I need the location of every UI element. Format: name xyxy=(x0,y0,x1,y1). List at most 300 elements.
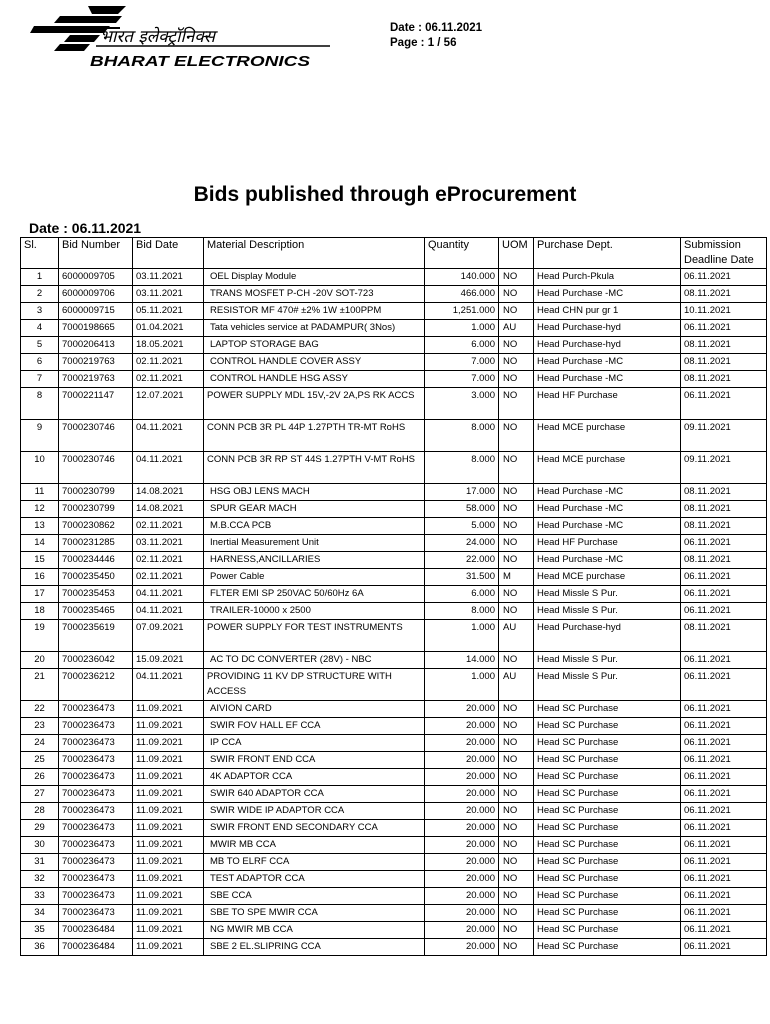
cell-material-description: Power Cable xyxy=(204,569,425,586)
cell-bid-date: 11.09.2021 xyxy=(133,871,204,888)
bids-table xyxy=(20,237,767,956)
cell-quantity: 20.000 xyxy=(425,939,499,956)
cell-bid-date: 02.11.2021 xyxy=(133,371,204,388)
cell-purchase-dept: Head SC Purchase xyxy=(534,735,681,752)
table-row xyxy=(21,303,767,320)
cell-bid-number: 7000236473 xyxy=(59,803,133,820)
cell-bid-date: 02.11.2021 xyxy=(133,569,204,586)
cell-purchase-dept: Head SC Purchase xyxy=(534,769,681,786)
cell-uom: NO xyxy=(499,603,534,620)
cell-material-description: IP CCA xyxy=(204,735,425,752)
cell-bid-number: 7000236484 xyxy=(59,922,133,939)
cell-bid-number: 7000236473 xyxy=(59,854,133,871)
cell-bid-date: 07.09.2021 xyxy=(133,620,204,652)
cell-uom: NO xyxy=(499,871,534,888)
cell-material-description: CONTROL HANDLE HSG ASSY xyxy=(204,371,425,388)
table-row xyxy=(21,888,767,905)
cell-purchase-dept: Head SC Purchase xyxy=(534,803,681,820)
cell-material-description: SPUR GEAR MACH xyxy=(204,501,425,518)
cell-bid-number: 7000236473 xyxy=(59,786,133,803)
cell-bid-number: 6000009705 xyxy=(59,269,133,286)
cell-bid-number: 7000230799 xyxy=(59,484,133,501)
table-row xyxy=(21,735,767,752)
cell-quantity: 20.000 xyxy=(425,837,499,854)
cell-bid-date: 04.11.2021 xyxy=(133,603,204,620)
table-row xyxy=(21,769,767,786)
cell-material-description: CONN PCB 3R RP ST 44S 1.27PTH V-MT RoHS xyxy=(204,452,425,484)
cell-deadline: 06.11.2021 xyxy=(681,752,767,769)
cell-bid-number: 7000230746 xyxy=(59,452,133,484)
cell-sl: 1 xyxy=(21,269,59,286)
cell-sl: 15 xyxy=(21,552,59,569)
cell-purchase-dept: Head SC Purchase xyxy=(534,888,681,905)
cell-quantity: 20.000 xyxy=(425,718,499,735)
cell-uom: NO xyxy=(499,552,534,569)
cell-deadline: 06.11.2021 xyxy=(681,939,767,956)
cell-material-description: SWIR FRONT END CCA xyxy=(204,752,425,769)
table-row xyxy=(21,518,767,535)
cell-purchase-dept: Head HF Purchase xyxy=(534,535,681,552)
table-row xyxy=(21,803,767,820)
cell-bid-date: 11.09.2021 xyxy=(133,735,204,752)
cell-purchase-dept: Head SC Purchase xyxy=(534,786,681,803)
cell-bid-date: 04.11.2021 xyxy=(133,452,204,484)
cell-sl: 35 xyxy=(21,922,59,939)
cell-bid-date: 11.09.2021 xyxy=(133,718,204,735)
cell-quantity: 14.000 xyxy=(425,652,499,669)
cell-sl: 9 xyxy=(21,420,59,452)
cell-deadline: 06.11.2021 xyxy=(681,569,767,586)
table-row xyxy=(21,569,767,586)
cell-uom: NO xyxy=(499,501,534,518)
cell-bid-date: 11.09.2021 xyxy=(133,786,204,803)
cell-material-description: SWIR WIDE IP ADAPTOR CCA xyxy=(204,803,425,820)
header-page: Page : 1 / 56 xyxy=(390,37,457,49)
cell-bid-number: 7000198665 xyxy=(59,320,133,337)
cell-bid-number: 7000234446 xyxy=(59,552,133,569)
cell-bid-number: 7000236473 xyxy=(59,871,133,888)
cell-bid-number: 7000236473 xyxy=(59,769,133,786)
cell-deadline: 09.11.2021 xyxy=(681,452,767,484)
cell-uom: NO xyxy=(499,837,534,854)
table-row xyxy=(21,854,767,871)
cell-quantity: 20.000 xyxy=(425,769,499,786)
table-body xyxy=(21,269,767,956)
cell-sl: 14 xyxy=(21,535,59,552)
cell-quantity: 20.000 xyxy=(425,803,499,820)
table-row xyxy=(21,652,767,669)
cell-quantity: 1.000 xyxy=(425,620,499,652)
cell-bid-number: 7000236473 xyxy=(59,905,133,922)
cell-quantity: 24.000 xyxy=(425,535,499,552)
table-row xyxy=(21,669,767,701)
cell-quantity: 20.000 xyxy=(425,905,499,922)
cell-deadline: 08.11.2021 xyxy=(681,620,767,652)
cell-sl: 2 xyxy=(21,286,59,303)
cell-purchase-dept: Head SC Purchase xyxy=(534,701,681,718)
cell-material-description: CONTROL HANDLE COVER ASSY xyxy=(204,354,425,371)
cell-bid-date: 02.11.2021 xyxy=(133,354,204,371)
cell-quantity: 6.000 xyxy=(425,337,499,354)
cell-material-description: HARNESS,ANCILLARIES xyxy=(204,552,425,569)
col-header-uom: UOM xyxy=(499,238,534,269)
cell-uom: NO xyxy=(499,752,534,769)
cell-bid-date: 12.07.2021 xyxy=(133,388,204,420)
cell-material-description: SBE TO SPE MWIR CCA xyxy=(204,905,425,922)
cell-purchase-dept: Head SC Purchase xyxy=(534,905,681,922)
table-row xyxy=(21,452,767,484)
cell-bid-date: 11.09.2021 xyxy=(133,939,204,956)
table-row xyxy=(21,820,767,837)
report-date: Date : 06.11.2021 xyxy=(29,220,142,236)
cell-sl: 28 xyxy=(21,803,59,820)
cell-uom: NO xyxy=(499,388,534,420)
cell-deadline: 06.11.2021 xyxy=(681,586,767,603)
cell-quantity: 8.000 xyxy=(425,452,499,484)
cell-quantity: 1.000 xyxy=(425,669,499,701)
cell-bid-date: 11.09.2021 xyxy=(133,888,204,905)
cell-uom: NO xyxy=(499,354,534,371)
cell-bid-number: 7000236473 xyxy=(59,820,133,837)
cell-material-description: SWIR 640 ADAPTOR CCA xyxy=(204,786,425,803)
cell-sl: 31 xyxy=(21,854,59,871)
cell-deadline: 06.11.2021 xyxy=(681,871,767,888)
cell-purchase-dept: Head MCE purchase xyxy=(534,569,681,586)
cell-purchase-dept: Head Purchase -MC xyxy=(534,371,681,388)
cell-quantity: 20.000 xyxy=(425,922,499,939)
cell-bid-number: 7000235465 xyxy=(59,603,133,620)
cell-sl: 18 xyxy=(21,603,59,620)
cell-bid-date: 14.08.2021 xyxy=(133,484,204,501)
cell-quantity: 20.000 xyxy=(425,871,499,888)
cell-bid-date: 11.09.2021 xyxy=(133,769,204,786)
cell-sl: 11 xyxy=(21,484,59,501)
table-row xyxy=(21,701,767,718)
cell-bid-number: 6000009715 xyxy=(59,303,133,320)
cell-bid-number: 7000236484 xyxy=(59,939,133,956)
cell-bid-date: 11.09.2021 xyxy=(133,922,204,939)
cell-uom: NO xyxy=(499,922,534,939)
cell-bid-number: 7000235619 xyxy=(59,620,133,652)
cell-bid-number: 7000219763 xyxy=(59,371,133,388)
cell-bid-number: 7000235453 xyxy=(59,586,133,603)
cell-purchase-dept: Head Purchase-hyd xyxy=(534,337,681,354)
cell-quantity: 20.000 xyxy=(425,786,499,803)
cell-bid-date: 04.11.2021 xyxy=(133,669,204,701)
cell-material-description: SWIR FOV HALL EF CCA xyxy=(204,718,425,735)
cell-purchase-dept: Head Missle S Pur. xyxy=(534,652,681,669)
cell-bid-date: 11.09.2021 xyxy=(133,854,204,871)
cell-bid-date: 02.11.2021 xyxy=(133,552,204,569)
cell-bid-date: 11.09.2021 xyxy=(133,701,204,718)
cell-uom: NO xyxy=(499,939,534,956)
cell-bid-number: 6000009706 xyxy=(59,286,133,303)
table-row xyxy=(21,535,767,552)
table-row xyxy=(21,420,767,452)
cell-uom: NO xyxy=(499,586,534,603)
cell-bid-number: 7000231285 xyxy=(59,535,133,552)
page-title: Bids published through eProcurement xyxy=(193,183,577,206)
bel-emblem-icon xyxy=(30,4,330,70)
cell-bid-date: 11.09.2021 xyxy=(133,752,204,769)
cell-bid-number: 7000206413 xyxy=(59,337,133,354)
table-row xyxy=(21,552,767,569)
table-row xyxy=(21,905,767,922)
cell-bid-date: 01.04.2021 xyxy=(133,320,204,337)
table-row xyxy=(21,337,767,354)
cell-uom: AU xyxy=(499,320,534,337)
cell-bid-number: 7000219763 xyxy=(59,354,133,371)
cell-uom: NO xyxy=(499,286,534,303)
cell-uom: NO xyxy=(499,701,534,718)
cell-uom: NO xyxy=(499,452,534,484)
col-header-bid-number: Bid Number xyxy=(59,238,133,269)
table-row xyxy=(21,620,767,652)
cell-deadline: 09.11.2021 xyxy=(681,420,767,452)
cell-sl: 33 xyxy=(21,888,59,905)
cell-material-description: SWIR FRONT END SECONDARY CCA xyxy=(204,820,425,837)
col-header-purchase-dept: Purchase Dept. xyxy=(534,238,681,269)
cell-uom: NO xyxy=(499,269,534,286)
cell-uom: NO xyxy=(499,484,534,501)
table-header-row xyxy=(21,238,767,269)
cell-sl: 20 xyxy=(21,652,59,669)
cell-deadline: 10.11.2021 xyxy=(681,303,767,320)
cell-quantity: 20.000 xyxy=(425,735,499,752)
cell-material-description: MWIR MB CCA xyxy=(204,837,425,854)
cell-material-description: Inertial Measurement Unit xyxy=(204,535,425,552)
cell-material-description: RESISTOR MF 470# ±2% 1W ±100PPM xyxy=(204,303,425,320)
cell-sl: 23 xyxy=(21,718,59,735)
cell-quantity: 22.000 xyxy=(425,552,499,569)
cell-deadline: 06.11.2021 xyxy=(681,718,767,735)
cell-purchase-dept: Head MCE purchase xyxy=(534,452,681,484)
cell-uom: NO xyxy=(499,718,534,735)
cell-deadline: 08.11.2021 xyxy=(681,484,767,501)
cell-bid-date: 05.11.2021 xyxy=(133,303,204,320)
cell-purchase-dept: Head Missle S Pur. xyxy=(534,603,681,620)
cell-deadline: 06.11.2021 xyxy=(681,269,767,286)
cell-deadline: 06.11.2021 xyxy=(681,388,767,420)
cell-quantity: 20.000 xyxy=(425,752,499,769)
cell-quantity: 20.000 xyxy=(425,820,499,837)
cell-sl: 24 xyxy=(21,735,59,752)
cell-quantity: 17.000 xyxy=(425,484,499,501)
cell-sl: 30 xyxy=(21,837,59,854)
cell-quantity: 58.000 xyxy=(425,501,499,518)
cell-bid-date: 03.11.2021 xyxy=(133,269,204,286)
cell-uom: AU xyxy=(499,620,534,652)
cell-sl: 29 xyxy=(21,820,59,837)
cell-purchase-dept: Head Purchase-hyd xyxy=(534,320,681,337)
cell-sl: 16 xyxy=(21,569,59,586)
table-row xyxy=(21,388,767,420)
cell-sl: 32 xyxy=(21,871,59,888)
table-row xyxy=(21,484,767,501)
cell-bid-date: 04.11.2021 xyxy=(133,420,204,452)
cell-deadline: 06.11.2021 xyxy=(681,652,767,669)
cell-deadline: 06.11.2021 xyxy=(681,837,767,854)
cell-deadline: 06.11.2021 xyxy=(681,803,767,820)
cell-deadline: 06.11.2021 xyxy=(681,669,767,701)
cell-material-description: M.B.CCA PCB xyxy=(204,518,425,535)
cell-material-description: 4K ADAPTOR CCA xyxy=(204,769,425,786)
col-header-material-description: Material Description xyxy=(204,238,425,269)
cell-quantity: 466.000 xyxy=(425,286,499,303)
cell-quantity: 6.000 xyxy=(425,586,499,603)
cell-material-description: POWER SUPPLY MDL 15V,-2V 2A,PS RK ACCS xyxy=(204,388,425,420)
col-header-submission-deadline: Submission Deadline Date xyxy=(681,238,767,269)
cell-sl: 8 xyxy=(21,388,59,420)
table-row xyxy=(21,871,767,888)
cell-deadline: 08.11.2021 xyxy=(681,552,767,569)
cell-purchase-dept: Head SC Purchase xyxy=(534,837,681,854)
cell-deadline: 06.11.2021 xyxy=(681,820,767,837)
cell-deadline: 06.11.2021 xyxy=(681,905,767,922)
cell-deadline: 08.11.2021 xyxy=(681,371,767,388)
cell-uom: NO xyxy=(499,905,534,922)
cell-bid-date: 14.08.2021 xyxy=(133,501,204,518)
cell-sl: 21 xyxy=(21,669,59,701)
col-header-quantity: Quantity xyxy=(425,238,499,269)
cell-material-description: CONN PCB 3R PL 44P 1.27PTH TR-MT RoHS xyxy=(204,420,425,452)
cell-purchase-dept: Head MCE purchase xyxy=(534,420,681,452)
cell-bid-date: 04.11.2021 xyxy=(133,586,204,603)
cell-material-description: Tata vehicles service at PADAMPUR( 3Nos) xyxy=(204,320,425,337)
cell-deadline: 08.11.2021 xyxy=(681,518,767,535)
cell-uom: NO xyxy=(499,769,534,786)
logo-hindi-text: भारत इलेक्ट्रॉनिक्स xyxy=(100,27,216,47)
cell-purchase-dept: Head SC Purchase xyxy=(534,922,681,939)
cell-bid-number: 7000236473 xyxy=(59,888,133,905)
cell-sl: 13 xyxy=(21,518,59,535)
table-row xyxy=(21,837,767,854)
cell-bid-number: 7000221147 xyxy=(59,388,133,420)
cell-bid-number: 7000236042 xyxy=(59,652,133,669)
cell-uom: NO xyxy=(499,420,534,452)
cell-purchase-dept: Head Purchase-hyd xyxy=(534,620,681,652)
cell-material-description: HSG OBJ LENS MACH xyxy=(204,484,425,501)
logo-english-text: BHARAT ELECTRONICS xyxy=(90,53,310,70)
cell-purchase-dept: Head Purchase -MC xyxy=(534,518,681,535)
cell-material-description: SBE 2 EL.SLIPRING CCA xyxy=(204,939,425,956)
cell-bid-number: 7000236473 xyxy=(59,701,133,718)
cell-bid-date: 15.09.2021 xyxy=(133,652,204,669)
cell-bid-date: 03.11.2021 xyxy=(133,535,204,552)
col-header-sl: Sl. xyxy=(21,238,59,269)
cell-uom: NO xyxy=(499,803,534,820)
cell-material-description: MB TO ELRF CCA xyxy=(204,854,425,871)
cell-bid-number: 7000230799 xyxy=(59,501,133,518)
cell-deadline: 06.11.2021 xyxy=(681,854,767,871)
cell-bid-number: 7000230862 xyxy=(59,518,133,535)
cell-uom: NO xyxy=(499,786,534,803)
cell-purchase-dept: Head Purch-Pkula xyxy=(534,269,681,286)
cell-quantity: 7.000 xyxy=(425,371,499,388)
cell-purchase-dept: Head Purchase -MC xyxy=(534,286,681,303)
cell-quantity: 20.000 xyxy=(425,854,499,871)
cell-deadline: 06.11.2021 xyxy=(681,769,767,786)
cell-sl: 4 xyxy=(21,320,59,337)
cell-uom: NO xyxy=(499,820,534,837)
cell-material-description: AC TO DC CONVERTER (28V) - NBC xyxy=(204,652,425,669)
cell-quantity: 20.000 xyxy=(425,888,499,905)
table-row xyxy=(21,586,767,603)
col-header-bid-date: Bid Date xyxy=(133,238,204,269)
cell-purchase-dept: Head Missle S Pur. xyxy=(534,586,681,603)
cell-bid-date: 11.09.2021 xyxy=(133,803,204,820)
cell-uom: NO xyxy=(499,337,534,354)
cell-material-description: LAPTOP STORAGE BAG xyxy=(204,337,425,354)
cell-quantity: 8.000 xyxy=(425,603,499,620)
cell-bid-number: 7000236473 xyxy=(59,718,133,735)
table-row xyxy=(21,501,767,518)
cell-bid-date: 11.09.2021 xyxy=(133,837,204,854)
cell-bid-number: 7000236473 xyxy=(59,735,133,752)
cell-bid-number: 7000236212 xyxy=(59,669,133,701)
cell-material-description: POWER SUPPLY FOR TEST INSTRUMENTS xyxy=(204,620,425,652)
table-row xyxy=(21,320,767,337)
cell-purchase-dept: Head SC Purchase xyxy=(534,939,681,956)
table-row xyxy=(21,718,767,735)
cell-purchase-dept: Head SC Purchase xyxy=(534,752,681,769)
cell-uom: NO xyxy=(499,888,534,905)
cell-purchase-dept: Head Missle S Pur. xyxy=(534,669,681,701)
cell-sl: 6 xyxy=(21,354,59,371)
cell-sl: 7 xyxy=(21,371,59,388)
cell-material-description: NG MWIR MB CCA xyxy=(204,922,425,939)
cell-deadline: 06.11.2021 xyxy=(681,603,767,620)
cell-deadline: 06.11.2021 xyxy=(681,888,767,905)
cell-sl: 17 xyxy=(21,586,59,603)
cell-quantity: 1,251.000 xyxy=(425,303,499,320)
table-row xyxy=(21,939,767,956)
cell-deadline: 06.11.2021 xyxy=(681,735,767,752)
cell-uom: NO xyxy=(499,735,534,752)
cell-quantity: 3.000 xyxy=(425,388,499,420)
cell-quantity: 7.000 xyxy=(425,354,499,371)
cell-bid-number: 7000230746 xyxy=(59,420,133,452)
cell-sl: 27 xyxy=(21,786,59,803)
cell-purchase-dept: Head HF Purchase xyxy=(534,388,681,420)
cell-purchase-dept: Head Purchase -MC xyxy=(534,484,681,501)
cell-bid-number: 7000236473 xyxy=(59,752,133,769)
cell-uom: NO xyxy=(499,535,534,552)
cell-quantity: 140.000 xyxy=(425,269,499,286)
cell-deadline: 06.11.2021 xyxy=(681,320,767,337)
cell-quantity: 8.000 xyxy=(425,420,499,452)
cell-material-description: TRANS MOSFET P-CH -20V SOT-723 xyxy=(204,286,425,303)
cell-sl: 3 xyxy=(21,303,59,320)
cell-quantity: 31.500 xyxy=(425,569,499,586)
cell-uom: NO xyxy=(499,518,534,535)
cell-deadline: 08.11.2021 xyxy=(681,286,767,303)
cell-sl: 26 xyxy=(21,769,59,786)
table-row xyxy=(21,752,767,769)
cell-purchase-dept: Head SC Purchase xyxy=(534,820,681,837)
cell-quantity: 5.000 xyxy=(425,518,499,535)
cell-bid-number: 7000235450 xyxy=(59,569,133,586)
cell-deadline: 06.11.2021 xyxy=(681,786,767,803)
cell-sl: 25 xyxy=(21,752,59,769)
cell-sl: 12 xyxy=(21,501,59,518)
cell-material-description: PROVIDING 11 KV DP STRUCTURE WITH ACCESS xyxy=(204,669,425,701)
cell-purchase-dept: Head SC Purchase xyxy=(534,871,681,888)
cell-quantity: 20.000 xyxy=(425,701,499,718)
cell-purchase-dept: Head Purchase -MC xyxy=(534,552,681,569)
cell-bid-number: 7000236473 xyxy=(59,837,133,854)
table-row xyxy=(21,603,767,620)
